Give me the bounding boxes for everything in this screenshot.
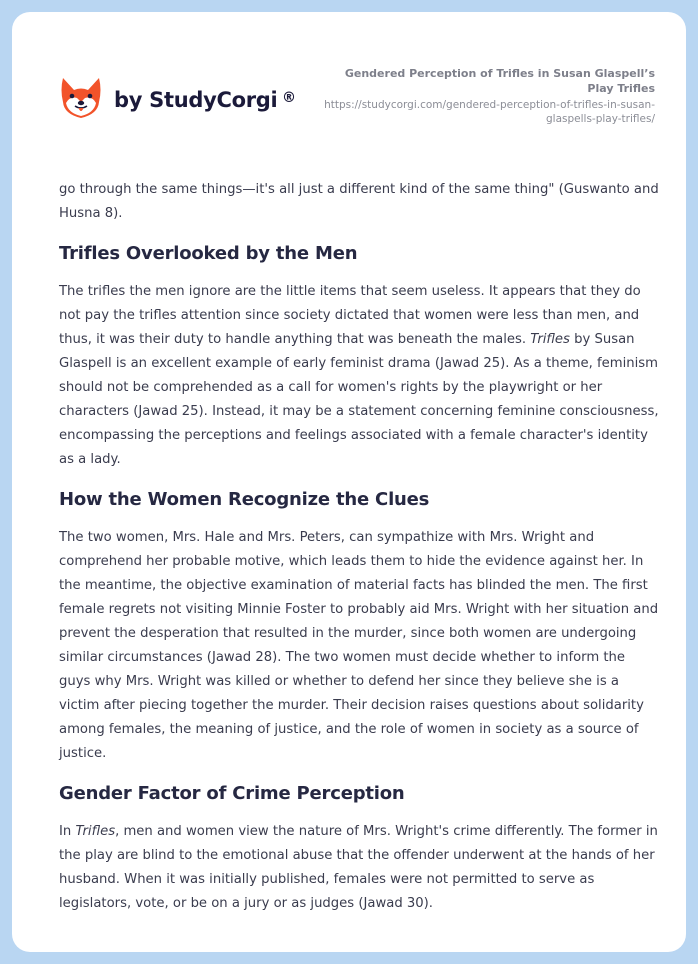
logo-text: by StudyCorgi xyxy=(114,88,278,112)
section-paragraph xyxy=(59,280,659,472)
section-paragraph xyxy=(59,820,659,916)
document-meta xyxy=(315,66,655,126)
corgi-icon xyxy=(60,76,102,120)
document-title: Gendered Perception of Trifles in Susan Glaspell’s Play Trifles xyxy=(344,67,655,95)
play-title-italic: Trifles xyxy=(530,332,570,347)
document-card xyxy=(12,12,686,952)
registered-mark: ® xyxy=(282,90,296,106)
document-url[interactable]: https://studycorgi.com/gendered-perception-of-trifles-in-susan-glaspells-play-trifles/ xyxy=(324,99,655,125)
paragraph-text: by Susan Glaspell is an excellent example of early feminist drama (Jawad 25). As a theme, feminism should not be comprehended as a call for women's rights by the playwright or her characters (Jawad 25). Instead, it may be a statement concerning feminine consciousness, encompassing the perceptions and feelings associated with a female character's identity as a lady. xyxy=(59,332,659,467)
paragraph-text: In xyxy=(59,824,76,839)
section-heading: Gender Factor of Crime Perception xyxy=(59,783,405,804)
section-paragraph: The two women, Mrs. Hale and Mrs. Peters, can sympathize with Mrs. Wright and comprehend her probable motive, which leads them to hide the evidence against her. In the meantime, the objective examination of material facts has blinded the men. The first female regrets not visiting Minnie Foster to probably aid Mrs. Wright with her situation and prevent the desperation that resulted in the murder, since both women are undergoing similar circumstances (Jawad 28). The two women must decide whether to inform the guys why Mrs. Wright was killed or whether to defend her since they believe she is a victim after piecing together the murder. Their decision raises questions about solidarity among females, the meaning of justice, and the role of women in society as a source of justice. xyxy=(59,530,659,761)
paragraph-text: , men and women view the nature of Mrs. Wright's crime differently. The former in the play are blind to the emotional abuse that the offender underwent at the hands of her husband. When it was initially published, females were not permitted to serve as legislators, vote, or be on a jury or as judges (Jawad 30). xyxy=(59,824,658,911)
section-heading: How the Women Recognize the Clues xyxy=(59,489,430,510)
article-body xyxy=(59,178,659,916)
page-header xyxy=(12,12,686,152)
play-title-italic: Trifles xyxy=(75,824,116,839)
paragraph-text: The trifles the men ignore are the little items that seem useless. It appears that they do not pay the trifles attention since society dictated that women were less than men, and thus, it was their duty to handle anything that was beneath the males. xyxy=(59,284,641,347)
section-heading: Trifles Overlooked by the Men xyxy=(59,243,358,264)
intro-paragraph: go through the same things—it's all just a different kind of the same thing" (Guswanto and Husna 8). xyxy=(59,182,659,221)
studycorgi-logo[interactable] xyxy=(60,76,296,120)
